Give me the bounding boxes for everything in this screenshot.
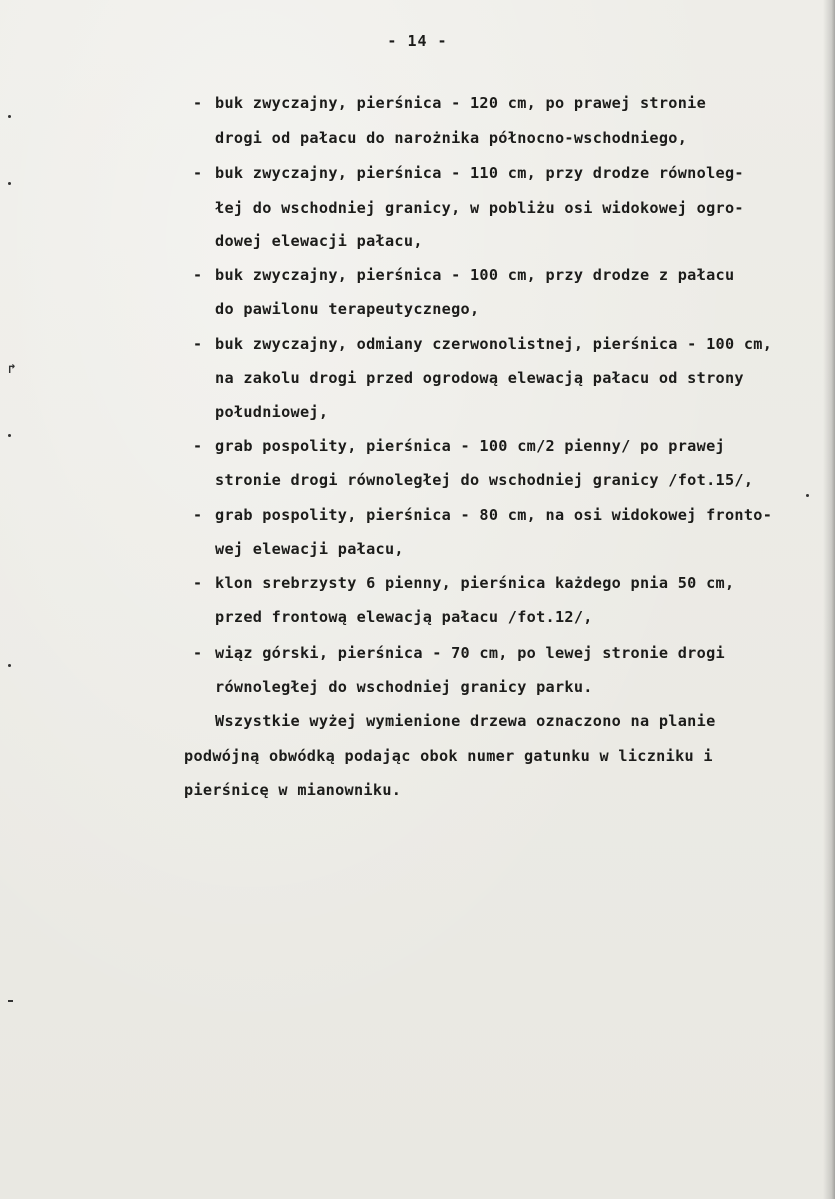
bullet-dash: - [193,506,203,524]
margin-arrow-mark: ↱ [8,362,16,377]
bullet-dash: - [193,437,203,455]
item-line: grab pospolity, pierśnica - 80 cm, na osi widokowej fronto- [215,506,773,524]
margin-speck [806,494,809,497]
item-line: buk zwyczajny, pierśnica - 110 cm, przy drodze równoleg- [215,164,744,182]
bullet-dash: - [193,574,203,592]
margin-speck [8,664,11,667]
bullet-dash: - [193,335,203,353]
margin-speck [8,434,11,437]
item-line: do pawilonu terapeutycznego, [215,300,480,318]
item-line: drogi od pałacu do narożnika północno-wschodniego, [215,129,688,147]
bullet-dash: - [193,164,203,182]
item-line: na zakolu drogi przed ogrodową elewacją pałacu od strony [215,369,744,387]
margin-speck [8,182,11,185]
item-line: buk zwyczajny, odmiany czerwonolistnej, pierśnica - 100 cm, [215,335,773,353]
item-line: buk zwyczajny, pierśnica - 120 cm, po prawej stronie [215,94,707,112]
margin-speck [8,1000,13,1002]
closing-paragraph-line: Wszystkie wyżej wymienione drzewa oznaczono na planie [215,712,716,730]
item-line: wiąz górski, pierśnica - 70 cm, po lewej stronie drogi [215,644,725,662]
item-line: klon srebrzysty 6 pienny, pierśnica każdego pnia 50 cm, [215,574,735,592]
item-line: łej do wschodniej granicy, w pobliżu osi widokowej ogro- [215,199,744,217]
closing-paragraph-line: pierśnicę w mianowniku. [184,781,402,799]
margin-speck [8,115,11,118]
item-line: wej elewacji pałacu, [215,540,404,558]
bullet-dash: - [193,94,203,112]
bullet-dash: - [193,644,203,662]
item-line: dowej elewacji pałacu, [215,232,423,250]
page-edge-shadow [823,0,835,1199]
closing-paragraph-line: podwójną obwódką podając obok numer gatunku w liczniku i [184,747,713,765]
item-line: przed frontową elewacją pałacu /fot.12/, [215,608,593,626]
item-line: południowej, [215,403,329,421]
item-line: stronie drogi równoległej do wschodniej granicy /fot.15/, [215,471,754,489]
item-line: buk zwyczajny, pierśnica - 100 cm, przy drodze z pałacu [215,266,735,284]
bullet-dash: - [193,266,203,284]
item-line: grab pospolity, pierśnica - 100 cm/2 pienny/ po prawej [215,437,725,455]
page-number: - 14 - [387,32,448,50]
item-line: równoległej do wschodniej granicy parku. [215,678,593,696]
